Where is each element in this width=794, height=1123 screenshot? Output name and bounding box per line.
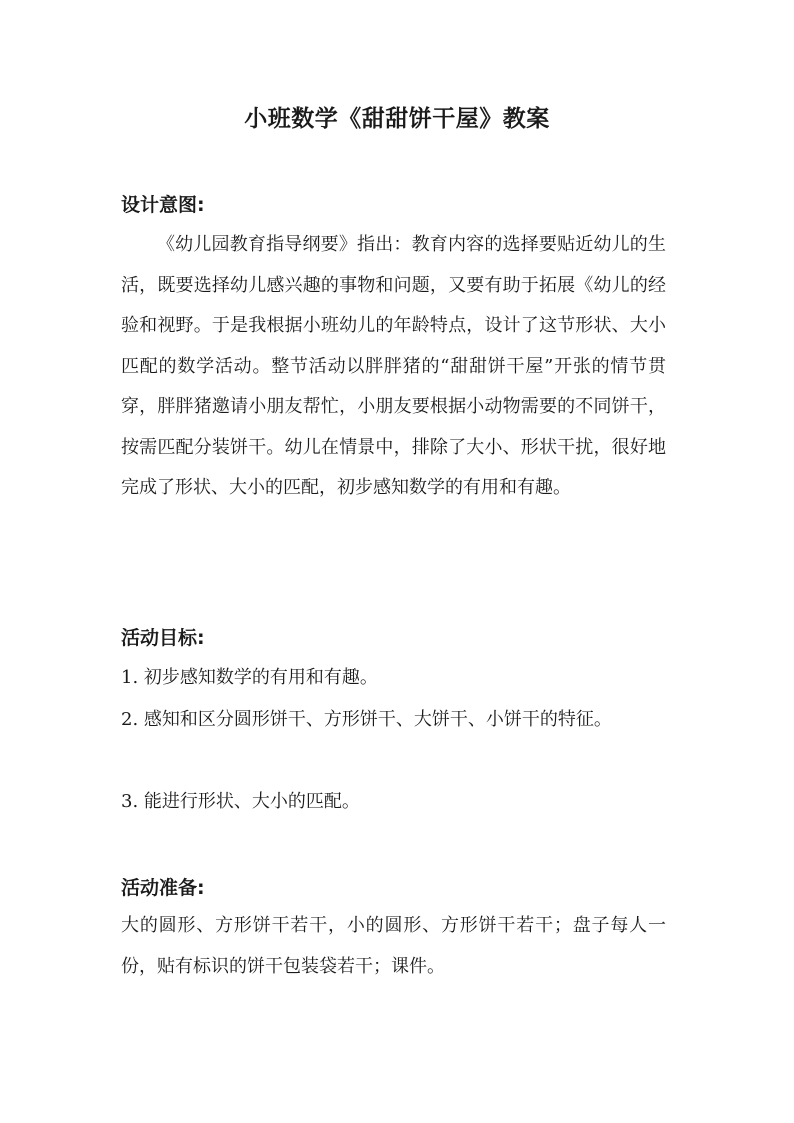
activity-prep-paragraph: 大的圆形、方形饼干若干，小的圆形、方形饼干若干；盘子每人一份，贴有标识的饼干包装袋若干；课件。 [121, 915, 666, 977]
activity-prep-heading: 活动准备: [121, 877, 205, 899]
design-intent-paragraph: 《幼儿园教育指导纲要》指出：教育内容的选择要贴近幼儿的生活，既要选择幼儿感兴趣的事物和问题，又要有助于拓展《幼儿的经验和视野。于是我根据小班幼儿的年龄特点，设计了这节形状、大小匹配的数学活动。整节活动以胖胖猪的“甜甜饼干屋”开张的情节贯穿，胖胖猪邀请小朋友帮忙，小朋友要根据小动物需要的不同饼干，按需匹配分装饼干。幼儿在情景中，排除了大小、形状干扰，很好地完成了形状、大小的匹配，初步感知数学的有用和有趣。 [121, 234, 666, 498]
goal-item-2: 2. 感知和区分圆形饼干、方形饼干、大饼干、小饼干的特征。 [121, 709, 612, 730]
design-intent-heading: 设计意图: [121, 194, 205, 216]
goal-item-3: 3. 能进行形状、大小的匹配。 [121, 791, 360, 812]
document-title: 小班数学《甜甜饼干屋》教案 [244, 106, 550, 132]
goal-item-1: 1. 初步感知数学的有用和有趣。 [121, 667, 378, 688]
activity-goals-heading: 活动目标: [121, 627, 205, 649]
